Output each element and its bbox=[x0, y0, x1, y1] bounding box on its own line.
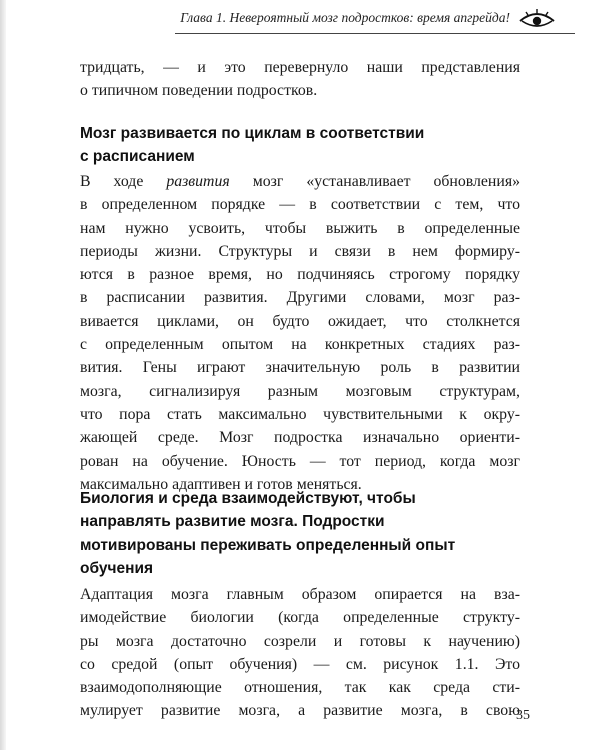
text-line: в определенном порядке — в соответствии с тем, что bbox=[80, 196, 520, 214]
heading-line: мотивированы переживать определенный опыт bbox=[80, 536, 456, 554]
text-line: взаимодополняющие отношения, так как среда сти- bbox=[80, 679, 520, 697]
heading-line: с расписанием bbox=[80, 148, 195, 166]
text-line: рован на обучение. Юность — тот период, когда мозг bbox=[80, 452, 520, 470]
text-line: тридцать, — и это перевернуло наши представления bbox=[80, 59, 520, 76]
text-line: с определенным опытом на конкретных стадиях раз- bbox=[80, 336, 520, 354]
section2-paragraph bbox=[80, 583, 520, 723]
page-number: 35 bbox=[516, 708, 530, 723]
intro-paragraph bbox=[80, 56, 520, 103]
text-line: со средой (опыт обучения) — см. рисунок 1.1. Это bbox=[80, 655, 520, 673]
eye-icon bbox=[518, 9, 556, 31]
text-line: В ходе развития мозг «устанавливает обновления» bbox=[80, 173, 520, 190]
text-line: в расписании развития. Другими словами, мозг раз- bbox=[80, 289, 520, 307]
heading-line: направлять развитие мозга. Подростки bbox=[80, 513, 385, 531]
text-line: периоды жизни. Структуры и связи в нем формиру- bbox=[80, 242, 520, 260]
text-line: жающей среде. Мозг подростка изначально ориенти- bbox=[80, 429, 520, 447]
text-line: вивается циклами, он будто ожидает, что столкнется bbox=[80, 312, 520, 330]
page-edge bbox=[0, 0, 6, 750]
text-line: что пора стать максимально чувствительными к окру- bbox=[80, 405, 520, 423]
emphasis: развития bbox=[166, 173, 230, 190]
text-line: имодействие биологии (когда определенные структу- bbox=[80, 609, 520, 627]
text-line: нам нужно усвоить, чтобы выжить в определенные bbox=[80, 219, 520, 237]
text-line: мозга, сигнализируя разным мозговым структурам, bbox=[80, 382, 520, 400]
section-heading-2 bbox=[80, 487, 530, 580]
section-heading-1 bbox=[80, 122, 530, 169]
heading-line: обучения bbox=[80, 559, 154, 577]
heading-line: Биология и среда взаимодействуют, чтобы bbox=[80, 490, 416, 507]
text-line: вития. Гены играют значительную роль в развитии bbox=[80, 359, 520, 377]
text-line: ются в разное время, но подчиняясь строгому порядку bbox=[80, 266, 520, 284]
text-line: мулирует развитие мозга, а развитие мозга, в свою bbox=[80, 702, 520, 720]
text-line: ры мозга достаточно созрели и готовы к научению) bbox=[80, 632, 520, 650]
heading-line: Мозг развивается по циклам в соответствии bbox=[80, 125, 425, 142]
text-line: максимально адаптивен и готов меняться. bbox=[80, 475, 362, 493]
section1-paragraph bbox=[80, 170, 520, 496]
text-line: Адаптация мозга главным образом опирается на вза- bbox=[80, 586, 520, 603]
text-line: о типичном поведении подростков. bbox=[80, 82, 318, 100]
header-rule bbox=[175, 33, 575, 34]
running-head: Глава 1. Невероятный мозг подростков: время апгрейда! bbox=[180, 10, 510, 25]
